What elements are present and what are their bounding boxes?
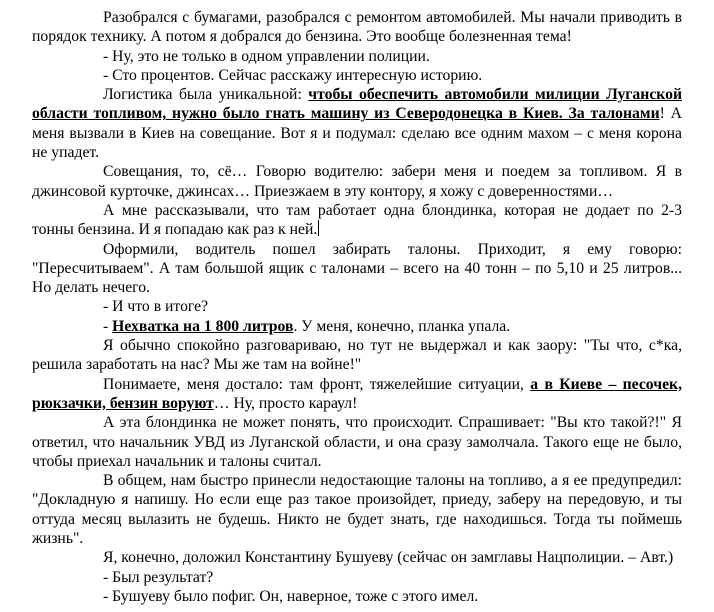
paragraph-12 xyxy=(32,413,682,471)
text-cursor xyxy=(318,220,319,236)
paragraph-6 xyxy=(32,201,682,240)
paragraph-text: Я обычно спокойно разговариваю, но тут не выдержал и как заору: "Ты что, с*ка, решила заработать на нас? Мы же там на войне!" xyxy=(32,337,682,374)
paragraph-14 xyxy=(32,548,682,567)
paragraph-13 xyxy=(32,471,682,548)
paragraph-9 xyxy=(32,317,682,336)
paragraph-4 xyxy=(32,85,682,162)
paragraph-text: А мне рассказывали, что там работает одна блондинка, которая не додает по 2-3 тонны бензина. И я попадаю как раз к ней. xyxy=(32,201,682,239)
document-body xyxy=(32,8,682,606)
emphasis-text: чтобы обеспечить автомобили милиции Луганской области топливом, нужно было гнать машину из Северодонецка в Киев. За талонами xyxy=(32,86,682,123)
paragraph-text: Разобрался с бумагами, разобрался с ремонтом автомобилей. Мы начали приводить в порядок технику. А потом я добрался до бензина. Это вообще болезненная тема! xyxy=(32,9,682,46)
paragraph-5 xyxy=(32,162,682,201)
paragraph-text: - Ну, это не только в одном управлении полиции. xyxy=(103,47,430,65)
paragraph-10 xyxy=(32,336,682,375)
paragraph-text: Я, конечно, доложил Константину Бушуеву (сейчас он замглавы Нацполиции. – Авт.) xyxy=(103,549,674,567)
paragraph-text: - Сто процентов. Сейчас расскажу интересную историю. xyxy=(103,66,483,84)
paragraph-text: Совещания, то, сё… Говорю водителю: забери меня и поедем за топливом. Я в джинсовой курточке, джинсах… Приезжаем в эту контору, я хожу с доверенностями… xyxy=(32,163,682,200)
paragraph-text: . У меня, конечно, планка упала. xyxy=(293,317,511,335)
paragraph-text: В общем, нам быстро принесли недостающие талоны на топливо, а я ее предупредил: "Докладную я напишу. Но если еще раз такое произойдет, приеду, заберу на передовую, и ты оттуда месяц вылазить не будешь. Никто не будет знать, где находишься. Тогда ты поймешь жизнь". xyxy=(32,472,682,548)
emphasis-text: Нехватка на 1 800 литров xyxy=(112,317,294,335)
paragraph-text: - xyxy=(103,317,113,335)
paragraph-7 xyxy=(32,240,682,298)
paragraph-text: Оформили, водитель пошел забирать талоны. Приходит, я ему говорю: "Пересчитываем". А там большой ящик с талонами – всего на 40 тонн – по 5,10 и 25 литров... Но делать нечего. xyxy=(32,240,682,297)
paragraph-text: Понимаете, меня достало: там фронт, тяжелейшие ситуации, xyxy=(103,375,531,393)
paragraph-text: ! А меня вызвали в Киев на совещание. Вот я и подумал: сделаю все одним махом – с меня корона не упадет. xyxy=(32,105,682,162)
paragraph-1 xyxy=(32,8,682,47)
paragraph-text: - И что в итоге? xyxy=(103,298,209,316)
paragraph-16 xyxy=(32,587,682,606)
paragraph-15 xyxy=(32,568,682,587)
paragraph-3 xyxy=(32,66,682,85)
emphasis-text: а в Киеве – песочек, рюкзачки, бензин воруют xyxy=(32,375,683,412)
paragraph-11 xyxy=(32,375,682,414)
paragraph-text: - Бушуеву было пофиг. Он, наверное, тоже с этого имел. xyxy=(103,587,479,605)
paragraph-text: А эта блондинка не может понять, что происходит. Спрашивает: "Вы кто такой?!" Я ответил, что начальник УВД из Луганской области, и она сразу замолчала. Такого еще не было, чтобы приехал начальник и талоны считал. xyxy=(32,414,682,470)
paragraph-2 xyxy=(32,47,682,66)
paragraph-text: Логистика была уникальной: xyxy=(103,86,309,104)
paragraph-8 xyxy=(32,297,682,316)
paragraph-text: - Был результат? xyxy=(103,568,214,586)
paragraph-text: … Ну, просто караул! xyxy=(213,394,358,412)
